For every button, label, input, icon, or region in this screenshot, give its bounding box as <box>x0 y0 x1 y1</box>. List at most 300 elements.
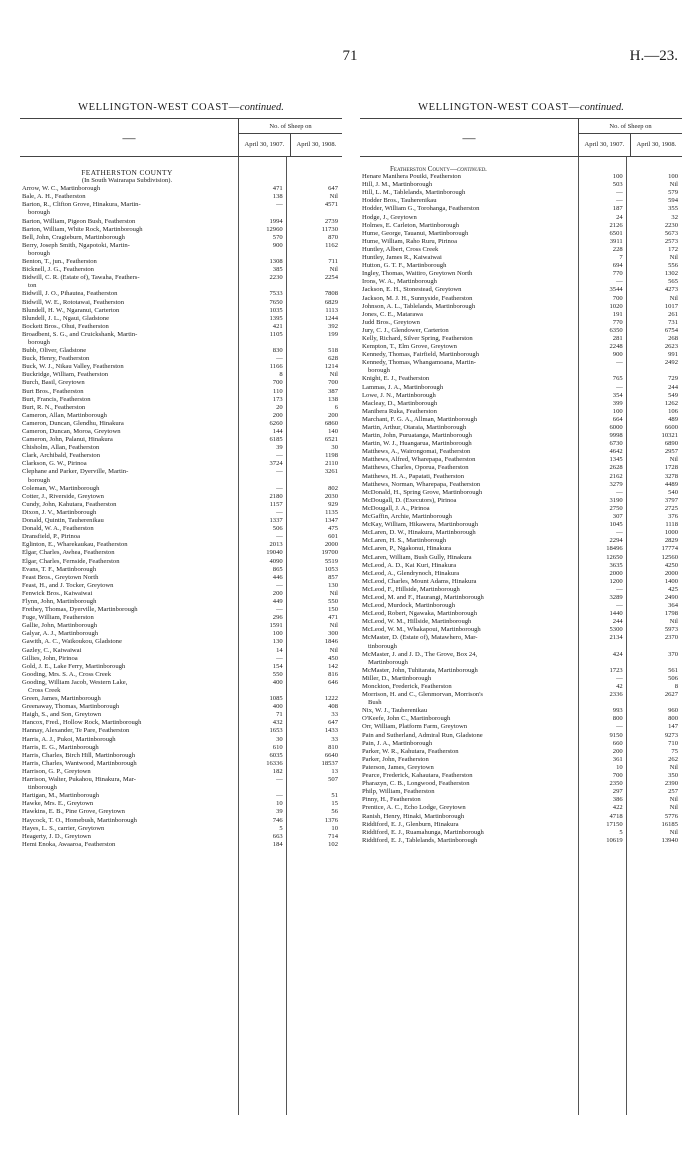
owner-name: Gold, J. E., Lake Ferry, Martinborough <box>22 662 126 670</box>
table-row <box>360 723 682 731</box>
sheep-1907: 399 <box>612 399 623 407</box>
col-1907-header: April 30, 1907. <box>579 134 631 157</box>
sheep-1908: 579 <box>668 189 679 197</box>
table-row <box>360 699 682 707</box>
sheep-1907: 110 <box>273 387 283 395</box>
sheep-1907: — <box>276 606 283 614</box>
sheep-1907 <box>577 659 627 667</box>
table-row <box>20 663 342 671</box>
sheep-1907: 400 <box>272 703 283 711</box>
sheep-1907: 138 <box>272 193 283 201</box>
sheep-1907: 16336 <box>266 759 283 767</box>
sheep-1908: 100 <box>668 173 679 181</box>
table-row <box>20 808 342 816</box>
sheep-1908: 1846 <box>324 638 339 646</box>
right-column <box>360 98 682 1098</box>
owner-name: McDougall, D. (Executors), Pirinoa <box>362 496 457 504</box>
col-1908-header: April 30, 1908. <box>630 134 682 157</box>
table-row <box>20 541 342 549</box>
table-row <box>360 586 682 594</box>
sheep-1908: 1302 <box>664 270 679 278</box>
owner-name: Matthews, Alfred, Wharepapa, Featherston <box>362 456 476 464</box>
sheep-1908: 5973 <box>664 626 679 634</box>
owner-name: Haycock, T. O., Homebush, Martinborough <box>22 816 137 824</box>
sheep-1908: Nil <box>669 828 679 836</box>
sheep-1908: 3278 <box>664 472 679 480</box>
sheep-1908: 2739 <box>324 217 339 225</box>
sheep-1907: 1395 <box>269 314 283 322</box>
sheep-1908 <box>628 659 682 667</box>
table-row <box>360 481 682 489</box>
owner-name: Harris, Charles, Wantwood, Martinborough <box>22 759 137 767</box>
sheep-1908: 350 <box>668 772 679 780</box>
table-row <box>360 513 682 521</box>
owner-name: Blundell, H. W., Ngaranui, Carterton <box>22 306 120 314</box>
owner-name: McLeod, A. D., Kai Kuri, Hinakura <box>362 561 457 569</box>
table-row <box>360 205 682 213</box>
sheep-1908: 561 <box>668 666 679 674</box>
sheep-1907: 1105 <box>269 330 283 338</box>
owner-name: Jones, C. E., Matarawa <box>362 310 423 318</box>
owner-name: Huntley, James R., Kaiwaiwai <box>362 254 442 262</box>
owner-name: Judd Bros., Greytown <box>362 318 420 326</box>
table-row <box>360 529 682 537</box>
table-row <box>20 679 342 687</box>
sheep-1908 <box>628 643 682 651</box>
owner-name: Pharazyn, C. B., Longwood, Featherston <box>362 780 470 788</box>
sheep-1907: 1035 <box>269 306 283 314</box>
owner-name: Jackson, M. J. H., Sunnyside, Featherston <box>362 294 473 302</box>
table-row <box>20 776 342 784</box>
table-row <box>20 655 342 663</box>
table-row <box>20 444 342 452</box>
table-row <box>360 796 682 804</box>
table-row <box>20 509 342 517</box>
owner-name: Barton, William, White Rock, Martinborough <box>22 225 143 233</box>
table-row <box>360 230 682 238</box>
sheep-1908: 355 <box>668 205 679 213</box>
sheep-1908: Nil <box>669 254 679 262</box>
sheep-1907: 386 <box>612 796 623 804</box>
col-1907-header: April 30, 1907. <box>239 134 291 157</box>
owner-name: Nix, W. J., Tauherenikau <box>362 707 428 715</box>
owner-name: Donald, W. A., Featherston <box>22 525 94 533</box>
sheep-1908: 6 <box>334 403 339 411</box>
table-row <box>20 428 342 436</box>
table-row <box>20 396 342 404</box>
sheep-1907: — <box>276 484 283 492</box>
sheep-1907 <box>237 784 287 792</box>
sheep-1908: 257 <box>668 788 679 796</box>
owner-name: Martin, Arthur, Otaraia, Martinborough <box>362 424 467 431</box>
table-row <box>20 614 342 622</box>
table-row <box>360 400 682 408</box>
sheep-1907: 4718 <box>609 812 623 820</box>
table-row <box>360 707 682 715</box>
sheep-1907: 200 <box>272 411 283 419</box>
sheep-1908: Nil <box>669 181 679 189</box>
table-row <box>360 270 682 278</box>
right-rows <box>360 157 682 845</box>
table-row <box>20 752 342 760</box>
sheep-1908: Nil <box>669 796 679 804</box>
owner-name: McMaster, D. (Estate of), Matawhero, Mar- <box>362 634 478 642</box>
sheep-1908: 5776 <box>664 812 679 820</box>
sheep-1908: 408 <box>328 703 339 711</box>
sheep-1907: 664 <box>612 415 623 423</box>
sheep-1908: 601 <box>328 533 339 541</box>
sheep-1907: 42 <box>616 683 623 690</box>
sheep-1908: Nil <box>329 589 339 597</box>
sheep-1907: 100 <box>272 630 283 638</box>
sheep-1907: 296 <box>272 614 283 622</box>
owner-name: Gallie, John, Martinborough <box>22 622 98 630</box>
table-row <box>20 323 342 331</box>
sheep-1908: 1262 <box>664 399 679 407</box>
sheep-1907: — <box>616 585 623 593</box>
sheep-1907: 471 <box>272 185 283 193</box>
table-row <box>20 703 342 711</box>
owner-name: Riddiford, E. J., Glenburn, Hinakura <box>362 820 459 828</box>
table-row <box>360 238 682 246</box>
sheep-1907: 3724 <box>269 460 283 468</box>
table-row <box>20 250 342 258</box>
table-row <box>360 505 682 513</box>
owner-name: Heagerty, J. D., Greytown <box>22 832 91 840</box>
table-row <box>20 630 342 638</box>
sheep-count-header: No. of Sheep on <box>579 119 683 134</box>
owner-name: Benton, T., jun., Featherston <box>22 258 97 266</box>
owner-name: Green, James, Martinborough <box>22 695 101 703</box>
table-row <box>360 375 682 383</box>
owner-name: tinborough <box>368 642 397 650</box>
section-title: FEATHERSTON COUNTY <box>81 168 173 177</box>
table-row <box>20 671 342 679</box>
owner-name: McLeod, F., Hillside, Martinborough <box>362 585 460 593</box>
table-row <box>20 355 342 363</box>
owner-name: Clarkson, G. W., Pirinoa <box>22 460 87 468</box>
sheep-1907: 1200 <box>609 577 623 585</box>
table-row <box>360 537 682 545</box>
sheep-1907: 993 <box>612 707 623 715</box>
table-row <box>360 432 682 440</box>
table-row <box>20 307 342 315</box>
owner-name: Cotter, J., Riverside, Greytown <box>22 492 104 500</box>
sheep-1907: 1653 <box>269 727 283 735</box>
table-row <box>360 780 682 788</box>
owner-name: Donald, Quintin, Tauherenikau <box>22 517 104 525</box>
sheep-1908: 1113 <box>325 306 339 314</box>
sheep-1908: 376 <box>668 513 679 521</box>
table-row <box>360 740 682 748</box>
sheep-1907: 14 <box>276 646 283 654</box>
sheep-1908: 268 <box>668 334 679 342</box>
owner-name: Miller, D., Martinborough <box>362 674 432 682</box>
table-row <box>360 691 682 699</box>
sheep-1908: 10321 <box>661 432 679 440</box>
sheep-1908: 1118 <box>665 521 679 529</box>
sheep-1907: 281 <box>612 334 623 342</box>
sheep-1907: 446 <box>272 573 283 581</box>
sheep-1908: 2829 <box>664 537 679 545</box>
sheep-1907: — <box>616 723 623 731</box>
owner-name: Philp, William, Featherston <box>362 788 435 796</box>
owner-name: Bicknell, J. G., Featherston <box>22 266 94 274</box>
sheep-1908: 2627 <box>664 691 679 699</box>
sheep-1908: 30 <box>331 444 339 452</box>
owner-name: Clephane and Parker, Dyerville, Martin- <box>22 468 129 476</box>
sheep-1907: 2013 <box>269 541 283 549</box>
sheep-1907: 4642 <box>609 448 623 456</box>
owner-name: McLeod, Robert, Ngawaka, Martinborough <box>362 610 477 618</box>
sheep-1908: 1728 <box>664 464 679 472</box>
sheep-1907: 400 <box>272 678 283 686</box>
sheep-1908: 2254 <box>324 274 339 282</box>
sheep-1907: 12650 <box>606 553 623 561</box>
sheep-1908: 75 <box>671 747 679 755</box>
owner-name: Orr, William, Platform Farm, Greytown <box>362 723 468 731</box>
owner-name: McLeod, Murdock, Martinborough <box>362 602 456 610</box>
owner-name: McLeod, W. M., Whakapoui, Martinborough <box>362 626 481 634</box>
sheep-1908 <box>288 477 342 485</box>
table-row <box>20 412 342 420</box>
right-table-body <box>360 157 682 1115</box>
table-row <box>360 416 682 424</box>
sheep-1907: — <box>616 197 623 205</box>
sheep-1908: 130 <box>328 581 339 589</box>
table-row <box>20 436 342 444</box>
sheep-1908: 647 <box>328 185 339 193</box>
sheep-1908: 18537 <box>321 759 339 767</box>
sheep-1908: 991 <box>668 351 679 359</box>
owner-name: McKay, William, Hikawera, Martinborough <box>362 521 479 529</box>
owner-name: ton <box>28 282 37 290</box>
sheep-1907: — <box>276 792 283 800</box>
sheep-1907: 184 <box>272 840 283 848</box>
table-row <box>20 266 342 274</box>
sheep-1907: 39 <box>276 444 283 452</box>
owner-name: Hawke, Mrs. E., Greytown <box>22 800 94 808</box>
sheep-1908: 800 <box>668 715 679 723</box>
sheep-1908: 200 <box>328 411 339 419</box>
table-row <box>360 651 682 659</box>
sheep-1908: 506 <box>668 674 679 682</box>
sheep-1907: 3635 <box>609 561 623 569</box>
sheep-1908: 731 <box>668 318 679 326</box>
table-row <box>20 558 342 566</box>
owner-name: Hancox, Fred., Hollow Rock, Martinborough <box>22 719 142 727</box>
sheep-1908: 6829 <box>324 298 339 306</box>
sheep-1907: 18496 <box>606 545 623 553</box>
owner-name: Macleay, D., Martinborough <box>362 399 438 407</box>
sheep-1907: 30 <box>276 735 283 743</box>
sheep-1907: 424 <box>612 650 623 658</box>
sheep-1907: 900 <box>612 351 623 359</box>
sheep-1907: 1157 <box>269 500 283 508</box>
sheep-1907: 6501 <box>609 229 623 237</box>
document-reference: H.—23. <box>629 48 678 64</box>
sheep-1908: 9273 <box>664 731 679 739</box>
sheep-1908 <box>288 784 342 792</box>
sheep-1908: 556 <box>668 262 679 270</box>
owner-name: Hutton, G. T. F., Martinborough <box>362 262 447 270</box>
sheep-1908 <box>628 367 682 375</box>
table-row <box>360 384 682 392</box>
sheep-1907: 5 <box>619 828 623 836</box>
owner-name: Parker, John, Featherston <box>362 755 429 763</box>
owner-name: Frethey, Thomas, Dyerville, Martinborough <box>22 606 138 614</box>
sheep-1907: 130 <box>272 638 283 646</box>
sheep-1907: 2000 <box>609 569 623 577</box>
owner-name: Pain and Sutherland, Admiral Run, Gladstone <box>362 731 483 739</box>
table-row <box>360 748 682 756</box>
sheep-1907 <box>237 250 287 258</box>
table-row <box>20 339 342 347</box>
sheep-1908: 6860 <box>324 419 339 427</box>
owner-name: Matthews, Norman, Wharepapa, Featherston <box>362 480 481 488</box>
table-row <box>20 647 342 655</box>
owner-name: McGaffin, Archie, Martinborough <box>362 513 452 521</box>
owner-name: Eglinton, E., Wharekaukau, Featherston <box>22 541 128 549</box>
sheep-1907: 900 <box>272 241 283 249</box>
sheep-1907: 6350 <box>609 326 623 334</box>
owner-name: Holmes, E. Carleton, Martinborough <box>362 221 460 229</box>
owner-name: Matthews, A., Wairongomai, Featherston <box>362 448 471 456</box>
sheep-1908: 8 <box>674 683 679 690</box>
sheep-1908: 12560 <box>661 553 679 561</box>
owner-name: Bidwill, W. E., Rototawai, Featherston <box>22 298 125 306</box>
sheep-1908: 147 <box>668 723 679 731</box>
table-row <box>360 343 682 351</box>
owner-name: Haigh, S., and Son, Greytown <box>22 711 102 719</box>
sheep-1908: 150 <box>328 606 339 614</box>
sheep-1908: 5673 <box>664 229 679 237</box>
sheep-1908: 507 <box>328 776 339 784</box>
owner-name: Kelly, Richard, Silver Spring, Featherston <box>362 334 473 342</box>
table-row <box>20 258 342 266</box>
sheep-1907: — <box>276 201 283 209</box>
sheep-1907: 1085 <box>269 695 283 703</box>
table-row <box>20 242 342 250</box>
owner-name: borough <box>28 249 50 257</box>
sheep-1908: 960 <box>668 707 679 715</box>
table-row <box>360 829 682 837</box>
owner-name: Cross Creek <box>28 687 61 694</box>
table-row <box>20 404 342 412</box>
owner-name: Lowe, J. N., Martinborough <box>362 391 436 399</box>
sheep-1908: 15 <box>331 800 339 808</box>
owner-name: McLeod, Charles, Mount Adams, Hinakura <box>362 577 477 585</box>
owner-name: Buckridge, William, Featherston <box>22 371 109 379</box>
sheep-1908: 425 <box>668 585 679 593</box>
sheep-1908: 300 <box>328 630 339 638</box>
table-row <box>20 485 342 493</box>
sheep-1908: 261 <box>668 310 679 318</box>
table-row <box>20 218 342 226</box>
table-row <box>20 290 342 298</box>
table-row <box>360 464 682 472</box>
sheep-1907: — <box>616 488 623 496</box>
sheep-1907 <box>577 367 627 375</box>
owner-name: Burt, Francis, Featherston <box>22 395 91 403</box>
sheep-1908: 710 <box>668 739 679 747</box>
table-row <box>360 659 682 667</box>
sheep-1908: 2110 <box>325 460 339 468</box>
name-column-header: — <box>20 119 239 157</box>
sheep-1907: 6035 <box>269 751 283 759</box>
sheep-1908: 810 <box>328 743 339 751</box>
table-row <box>360 554 682 562</box>
sheep-1908: 550 <box>328 597 339 605</box>
sheep-1908: 106 <box>668 407 679 415</box>
owner-name: Jury, C. J., Glendower, Carterton <box>362 326 449 334</box>
sheep-1908: 489 <box>668 415 679 423</box>
sheep-1908 <box>288 250 342 258</box>
sheep-1908: 244 <box>668 383 679 391</box>
table-row <box>20 784 342 792</box>
owner-name: McMaster, John, Tuhitarata, Martinborough <box>362 666 478 674</box>
sheep-1908: 549 <box>668 391 679 399</box>
owner-name: Huntley, Albert, Cross Creek <box>362 245 439 253</box>
owner-name: Pain, J. A., Martinborough <box>362 739 433 747</box>
owner-name: Feast, H., and J. Tocker, Greytown <box>22 581 114 589</box>
sheep-1908: 1400 <box>664 577 679 585</box>
sheep-1907: 432 <box>272 719 283 727</box>
sheep-1907: — <box>616 602 623 610</box>
table-row <box>20 566 342 574</box>
owner-name: Martin, W. J., Huangarua, Martinborough <box>362 440 472 448</box>
table-row <box>20 638 342 646</box>
owner-name: Clark, Archibald, Featherston <box>22 452 101 460</box>
sheep-1908: 646 <box>328 678 339 686</box>
sheep-1908: 1222 <box>324 695 339 703</box>
owner-name: Fenwick Bros., Kaiwaiwai <box>22 589 93 597</box>
table-row <box>20 817 342 825</box>
sheep-1907: — <box>616 383 623 391</box>
sheep-1907: 20 <box>276 403 283 411</box>
sheep-1908: 1198 <box>325 452 339 460</box>
sheep-1908: 2623 <box>664 343 679 351</box>
sheep-1907: 10619 <box>606 836 623 844</box>
sheep-1907 <box>577 643 627 651</box>
sheep-1908: 518 <box>328 347 339 355</box>
table-row <box>360 578 682 586</box>
owner-name: Knight, E. J., Featherston <box>362 375 430 383</box>
sheep-1907: 173 <box>272 395 283 403</box>
sheep-1908 <box>288 282 342 290</box>
sheep-1907: 100 <box>612 407 623 415</box>
owner-name: Harris, A. J., Pukoi, Martinborough <box>22 735 116 743</box>
table-row <box>20 282 342 290</box>
sheep-1907: 7 <box>619 254 623 262</box>
owner-name: Cameron, John, Palanui, Hinakura <box>22 436 113 444</box>
sheep-1908: 4489 <box>664 480 679 488</box>
sheep-1907: 3911 <box>609 237 623 245</box>
table-row <box>20 687 342 695</box>
sheep-1907: 6000 <box>609 424 623 431</box>
owner-name: McMaster, J. and J. D., The Grove, Box 24, <box>362 650 478 658</box>
sheep-1907: 182 <box>272 767 283 775</box>
table-row <box>360 602 682 610</box>
owner-name: Barton, William, Pigeon Bush, Featherston <box>22 217 136 225</box>
sheep-1908: Nil <box>669 763 679 771</box>
sheep-1908: 370 <box>668 650 679 658</box>
sheep-1908: 2725 <box>664 504 679 512</box>
table-row <box>360 303 682 311</box>
table-row <box>360 286 682 294</box>
sheep-1908: 56 <box>331 808 339 816</box>
owner-name: Blundell, J. L., Ngaui, Gladstone <box>22 314 109 322</box>
